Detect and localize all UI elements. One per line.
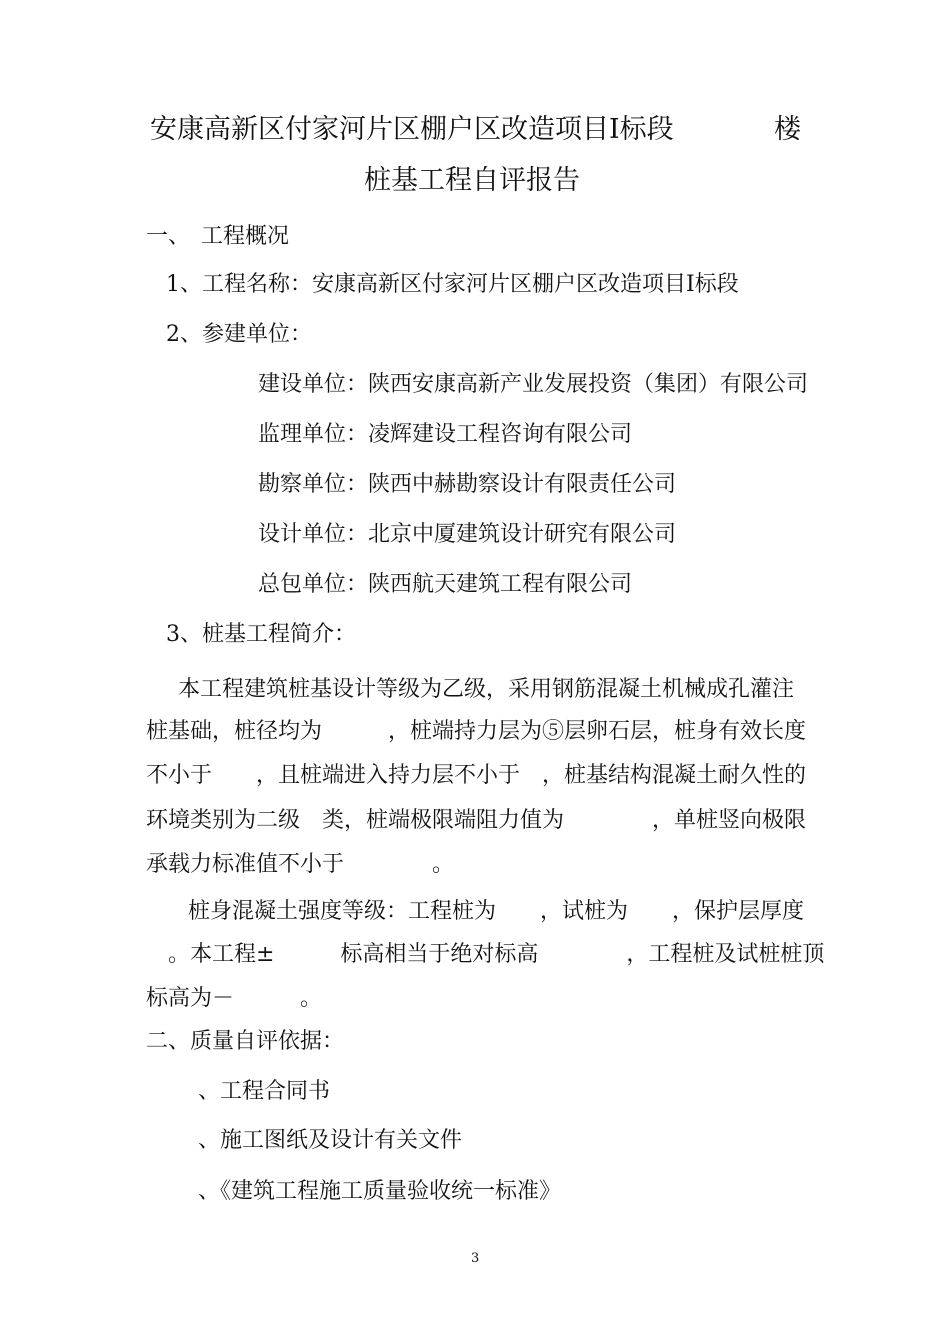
pile-intro-para-line: 桩基础，桩径均为 ，桩端持力层为⑤层卵石层，桩身有效长度 bbox=[146, 719, 807, 744]
basis-item: 、施工图纸及设计有关文件 bbox=[198, 1128, 463, 1153]
participants-heading: 2、参建单位： bbox=[166, 322, 312, 347]
title-line-2: 桩基工程自评报告 bbox=[364, 165, 580, 196]
page-number: 3 bbox=[471, 1251, 480, 1266]
section-1-heading: 一、 工程概况 bbox=[146, 224, 290, 249]
pile-intro-para-line: 本工程建筑桩基设计等级为乙级，采用钢筋混凝土机械成孔灌注 bbox=[178, 677, 795, 702]
unit-survey: 勘察单位：陕西中赫勘察设计有限责任公司 bbox=[258, 472, 677, 497]
concrete-para-line: 。本工程± 标高相当于绝对标高 ，工程桩及试桩桩顶 bbox=[168, 942, 825, 967]
unit-construction: 建设单位：陕西安康高新产业发展投资（集团）有限公司 bbox=[258, 372, 809, 397]
title-line-1a: 安康高新区付家河片区棚户区改造项目Ⅰ标段 bbox=[150, 114, 674, 145]
concrete-para-line: 标高为－ 。 bbox=[146, 986, 323, 1011]
project-name: 1、工程名称：安康高新区付家河片区棚户区改造项目Ⅰ标段 bbox=[166, 272, 739, 297]
basis-item: 、《建筑工程施工质量验收统一标准》 bbox=[198, 1179, 562, 1204]
unit-supervision: 监理单位：凌辉建设工程咨询有限公司 bbox=[258, 422, 633, 447]
pile-intro-para-line: 不小于 ，且桩端进入持力层不小于 ，桩基结构混凝土耐久性的 bbox=[146, 763, 807, 788]
section-2-heading: 二、质量自评依据： bbox=[146, 1029, 345, 1054]
title-line-1b: 楼 bbox=[774, 114, 801, 145]
unit-general-contractor: 总包单位：陕西航天建筑工程有限公司 bbox=[258, 572, 633, 597]
basis-item: 、工程合同书 bbox=[198, 1079, 331, 1104]
pile-intro-heading: 3、桩基工程简介： bbox=[166, 622, 356, 647]
concrete-para-line: 桩身混凝土强度等级：工程桩为 ，试桩为 ，保护层厚度 bbox=[188, 899, 805, 924]
pile-intro-para-line: 承载力标准值不小于 。 bbox=[146, 852, 455, 877]
pile-intro-para-line: 环境类别为二级 类，桩端极限端阻力值为 ，单桩竖向极限 bbox=[146, 808, 807, 833]
unit-design: 设计单位：北京中厦建筑设计研究有限公司 bbox=[258, 522, 677, 547]
